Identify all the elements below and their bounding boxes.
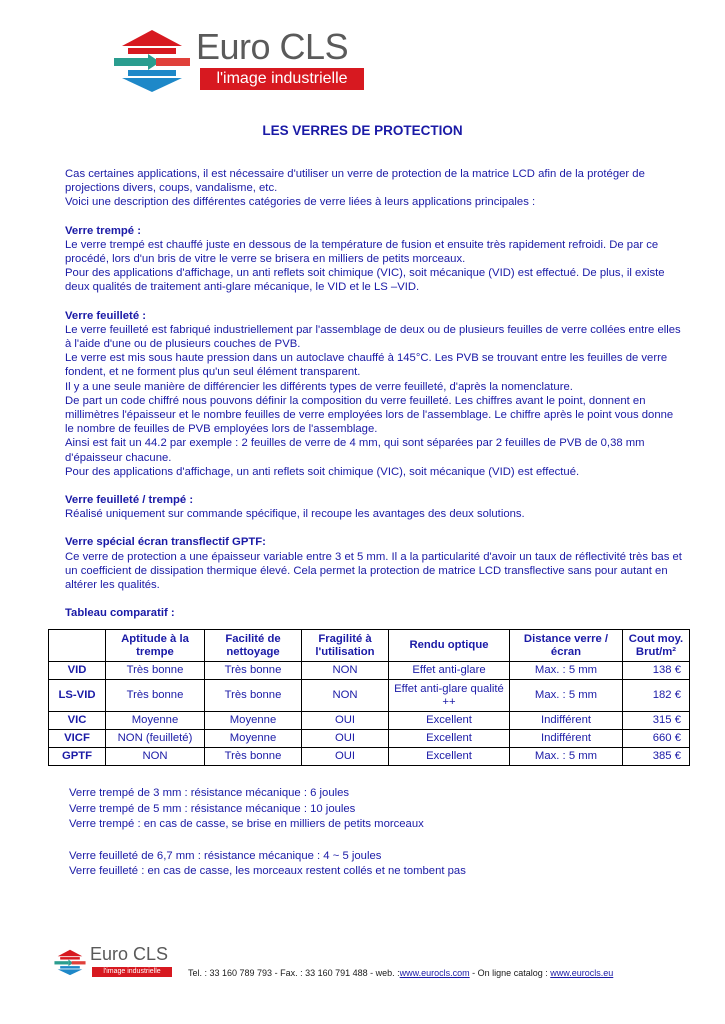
- paragraph: Réalisé uniquement sur commande spécifique, il recoupe les avantages des deux solutions.: [65, 508, 525, 521]
- table-cell: VID: [49, 662, 106, 680]
- section-heading-trempe: Verre trempé :: [65, 224, 141, 237]
- catalog-link[interactable]: www.eurocls.eu: [550, 968, 614, 978]
- website-link[interactable]: www.eurocls.com: [399, 968, 470, 978]
- page-title: LES VERRES DE PROTECTION: [262, 123, 463, 138]
- paragraph: Le verre trempé est chauffé juste en dessous de la température de fusion et ensuite très rapidement refroidi. De par ce procédé, lors d'un bris de vitre le verre se brisera en milliers de petits morceaux.: [65, 238, 659, 266]
- table-cell: NON (feuilleté): [106, 730, 205, 748]
- note-line: Verre trempé de 5 mm : résistance mécanique : 10 joules: [69, 802, 356, 815]
- footer-brand-tagline: l'image industrielle: [92, 967, 172, 977]
- table-cell: Très bonne: [106, 680, 205, 712]
- table-cell: 182 €: [623, 680, 690, 712]
- table-cell: NON: [302, 662, 389, 680]
- table-cell: Effet anti-glare qualité ++: [389, 680, 510, 712]
- paragraph: Pour des applications d'affichage, un anti reflets soit chimique (VIC), soit mécanique (VID) est effectué.: [65, 465, 580, 478]
- intro-paragraph: Cas certaines applications, il est nécessaire d'utiliser un verre de protection de la matrice LCD afin de la protéger de projections divers, coups, vandalisme, etc.: [65, 168, 645, 195]
- paragraph: Pour des applications d'affichage, un anti reflets soit chimique (VIC), soit mécanique (VID) est effectué. De plus, il existe deux qualités de traitement anti-glare mécanique, le VID et le LS –VID.: [65, 267, 665, 294]
- table-cell: Très bonne: [106, 662, 205, 680]
- table-cell: Max. : 5 mm: [510, 662, 623, 680]
- table-cell: Moyenne: [205, 712, 302, 730]
- table-cell: Max. : 5 mm: [510, 748, 623, 766]
- table-cell: NON: [106, 748, 205, 766]
- column-header: Fragilité à l'utilisation: [302, 630, 389, 662]
- catalog-text: - On ligne catalog :: [469, 968, 548, 978]
- table-cell: Très bonne: [205, 680, 302, 712]
- logo-icon: [108, 24, 196, 96]
- table-cell: Excellent: [389, 748, 510, 766]
- table-cell: Moyenne: [205, 730, 302, 748]
- table-cell: Indifférent: [510, 712, 623, 730]
- column-header: Rendu optique: [389, 630, 510, 662]
- table-cell: Très bonne: [205, 662, 302, 680]
- column-header: Cout moy. Brut/m²: [623, 630, 690, 662]
- column-header: Aptitude à la trempe: [106, 630, 205, 662]
- paragraph: Il y a une seule manière de différencier les différents types de verre feuilleté, d'après la nomenclature.: [65, 380, 573, 393]
- footer-logo: [52, 944, 182, 980]
- table-header-row: [49, 630, 690, 662]
- paragraph: De part un code chiffré nous pouvons définir la composition du verre feuilleté. Les chiffres avant le point, donnent en millimètres l'épaisseur et le nombre feuilles de verre employées lors de l'assemblage. Le chiffre après le point vous donne le nombre de feuilles de PVB employées lors de l'assemblage.: [65, 394, 674, 436]
- table-row: [49, 680, 690, 712]
- column-header: Facilité de nettoyage: [205, 630, 302, 662]
- notes-block: [69, 786, 669, 880]
- table-cell: Excellent: [389, 730, 510, 748]
- header-logo: [108, 24, 368, 96]
- table-cell: VIC: [49, 712, 106, 730]
- table-heading: Tableau comparatif :: [65, 607, 175, 620]
- section-heading-feuillete-trempe: Verre feuilleté / trempé :: [65, 494, 194, 507]
- table-row: [49, 730, 690, 748]
- table-cell: OUI: [302, 712, 389, 730]
- table-cell: Indifférent: [510, 730, 623, 748]
- contact-text: Tel. : 33 160 789 793 - Fax. : 33 160 791 488 - web. :: [188, 968, 400, 978]
- table-row: [49, 712, 690, 730]
- table-cell: Excellent: [389, 712, 510, 730]
- footer-logo-icon: [52, 944, 88, 980]
- paragraph: Ce verre de protection a une épaisseur variable entre 3 et 5 mm. Il a la particularité d'avoir un taux de réflectivité très bas et un coefficient de dissipation thermique élevé. Cela permet la protection de matrice LCD transflective sans pour autant en altérer les qualités.: [65, 550, 682, 592]
- table-cell: 385 €: [623, 748, 690, 766]
- note-line: Verre feuilleté : en cas de casse, les morceaux restent collés et ne tombent pas: [69, 865, 466, 877]
- footer-brand-name: Euro CLS: [90, 944, 169, 964]
- note-line: Verre feuilleté de 6,7 mm : résistance mécanique : 4 ~ 5 joules: [69, 849, 382, 862]
- paragraph: Ainsi est fait un 44.2 par exemple : 2 feuilles de verre de 4 mm, qui sont séparées par 2 feuilles de PVB de 0,38 mm d'épaisseur chacune.: [65, 437, 645, 464]
- paragraph: Le verre est mis sous haute pression dans un autoclave chauffé à 145°C. Les PVB se trouvant entre les feuilles de verre fondent, et ne forment plus qu'un seul élément transparent.: [65, 352, 668, 379]
- table-cell: NON: [302, 680, 389, 712]
- section-heading-gptf: Verre spécial écran transflectif GPTF:: [65, 536, 266, 549]
- brand-tagline: l'image industrielle: [200, 68, 364, 90]
- paragraph: Le verre feuilleté est fabriqué industriellement par l'assemblage de deux ou de plusieurs feuilles de verre collées entre elles à l'aide d'une ou de plusieurs couches de PVB.: [65, 323, 681, 351]
- table-cell: Max. : 5 mm: [510, 680, 623, 712]
- table-cell: OUI: [302, 748, 389, 766]
- table-row: [49, 662, 690, 680]
- note-line: Verre trempé de 3 mm : résistance mécanique : 6 joules: [69, 787, 350, 799]
- intro-paragraph: Voici une description des différentes catégories de verre liées à leurs applications principales :: [65, 196, 536, 209]
- brand-name: Euro CLS: [196, 26, 349, 67]
- table-cell: Effet anti-glare: [389, 662, 510, 680]
- footer-contact: [188, 968, 613, 978]
- table-cell: LS-VID: [49, 680, 106, 712]
- table-cell: OUI: [302, 730, 389, 748]
- document-body: [65, 167, 685, 620]
- note-line: Verre trempé : en cas de casse, se brise en milliers de petits morceaux: [69, 818, 424, 830]
- table-row: [49, 748, 690, 766]
- comparison-table: [48, 629, 690, 766]
- table-cell: GPTF: [49, 748, 106, 766]
- section-heading-feuillete: Verre feuilleté :: [65, 309, 146, 322]
- table-cell: VICF: [49, 730, 106, 748]
- table-cell: 138 €: [623, 662, 690, 680]
- table-cell: Moyenne: [106, 712, 205, 730]
- column-header: Distance verre / écran: [510, 630, 623, 662]
- column-header: [49, 630, 106, 662]
- table-cell: Très bonne: [205, 748, 302, 766]
- table-cell: 315 €: [623, 712, 690, 730]
- table-cell: 660 €: [623, 730, 690, 748]
